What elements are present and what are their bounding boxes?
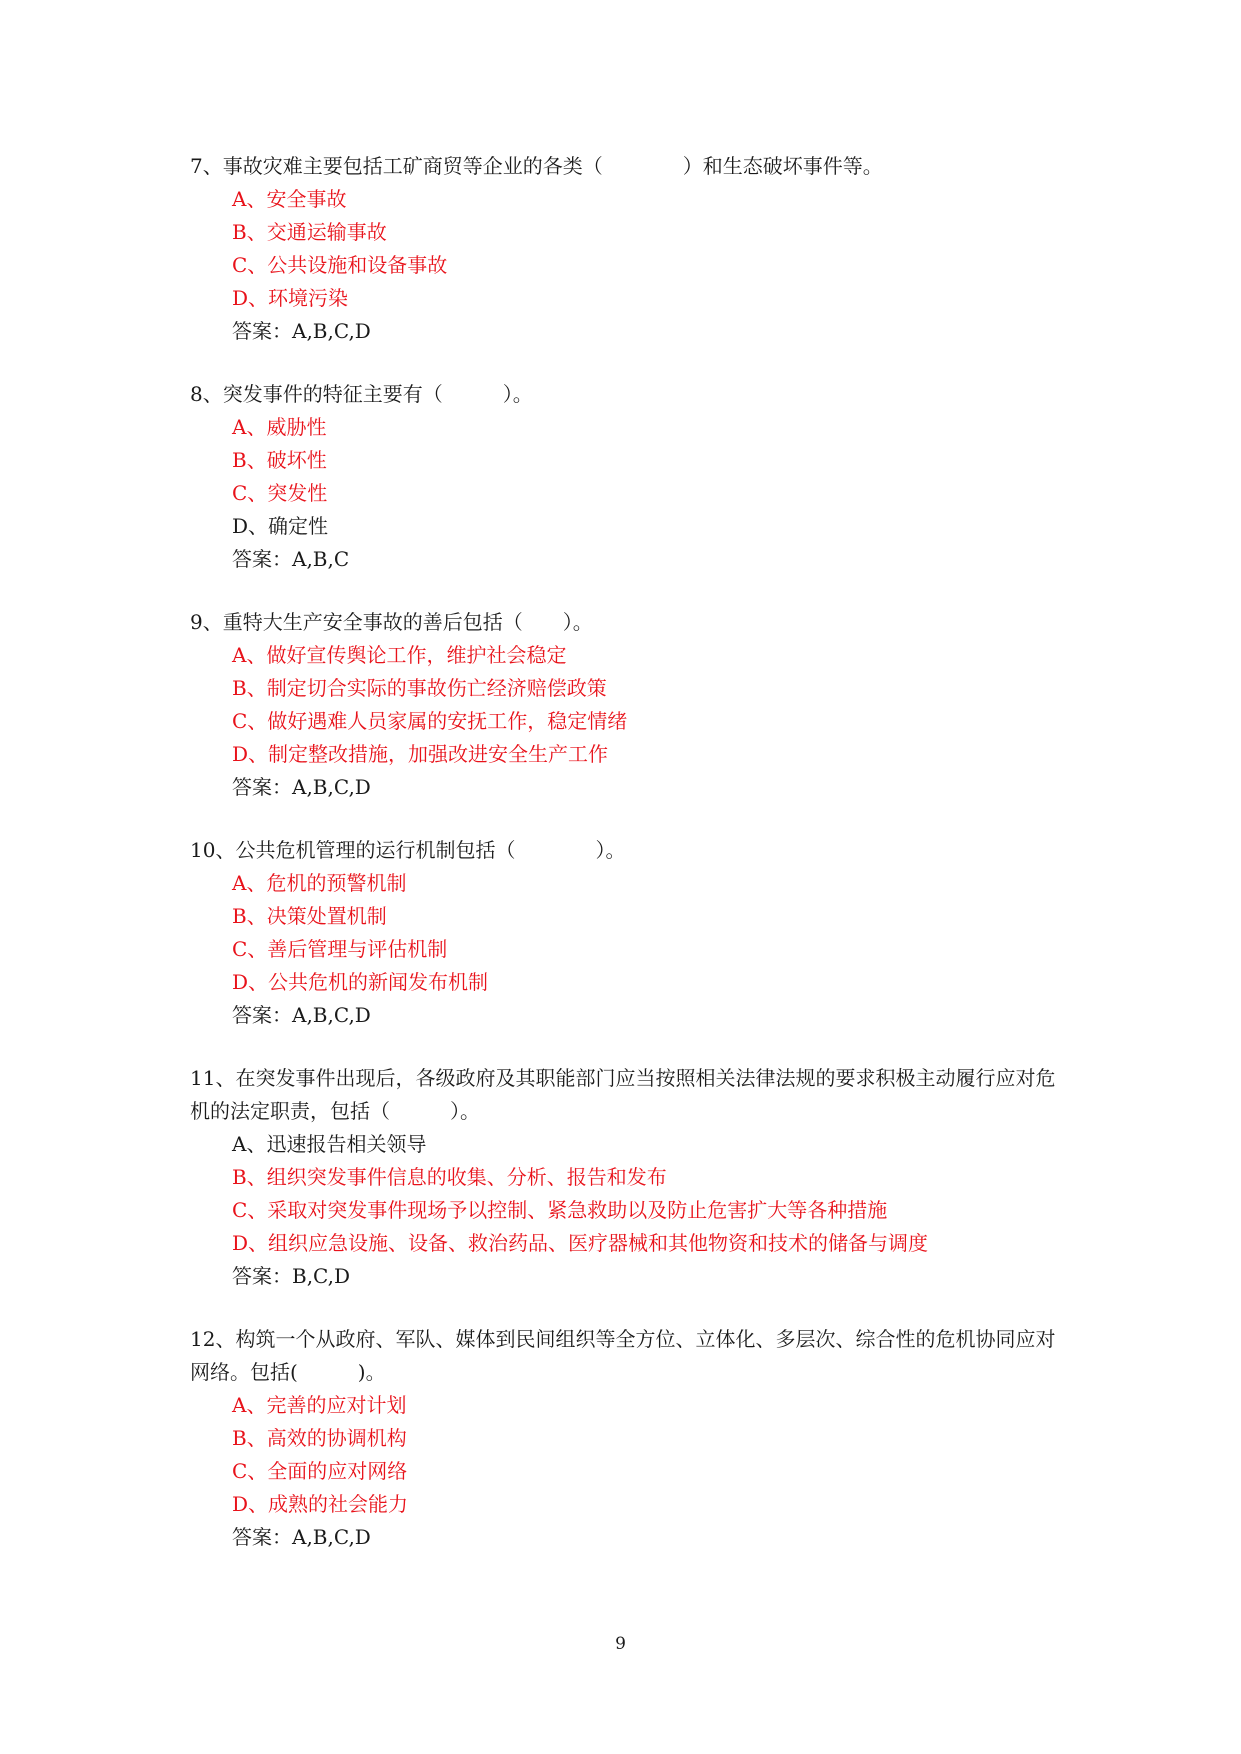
question-stem: 9、重特大生产安全事故的善后包括（ ）。 [190,610,593,634]
option-c: C、全面的应对网络 [232,1459,408,1483]
answer-line: 答案：A,B,C,D [232,1525,371,1549]
question-stem: 10、公共危机管理的运行机制包括（ ）。 [190,838,626,862]
question-stem: 8、突发事件的特征主要有（ ）。 [190,382,533,406]
question-8 [190,378,1060,576]
option-b: B、交通运输事故 [232,220,387,244]
option-d: D、公共危机的新闻发布机制 [232,970,489,994]
option-a: A、迅速报告相关领导 [232,1132,427,1156]
option-b: B、高效的协调机构 [232,1426,407,1450]
question-11 [190,1062,1060,1293]
option-d: D、成熟的社会能力 [232,1492,409,1516]
option-c: C、公共设施和设备事故 [232,253,448,277]
option-a: A、安全事故 [232,187,347,211]
option-d: D、组织应急设施、设备、救治药品、医疗器械和其他物资和技术的储备与调度 [232,1231,929,1255]
option-b: B、决策处置机制 [232,904,387,928]
option-a: A、做好宣传舆论工作，维护社会稳定 [232,643,567,667]
question-9 [190,606,1060,804]
option-d: D、环境污染 [232,286,349,310]
option-b: B、破坏性 [232,448,327,472]
option-d: D、制定整改措施，加强改进安全生产工作 [232,742,609,766]
option-c: C、做好遇难人员家属的安抚工作，稳定情绪 [232,709,628,733]
answer-line: 答案：A,B,C [232,547,350,571]
option-a: A、完善的应对计划 [232,1393,407,1417]
question-stem: 11、在突发事件出现后，各级政府及其职能部门应当按照相关法律法规的要求积极主动履行应对危机的法定职责，包括（ ）。 [190,1066,1056,1123]
question-12 [190,1323,1060,1554]
answer-line: 答案：A,B,C,D [232,1003,371,1027]
option-c: C、善后管理与评估机制 [232,937,448,961]
answer-line: 答案：A,B,C,D [232,319,371,343]
option-a: A、危机的预警机制 [232,871,407,895]
option-c: C、采取对突发事件现场予以控制、紧急救助以及防止危害扩大等各种措施 [232,1198,888,1222]
option-b: B、制定切合实际的事故伤亡经济赔偿政策 [232,676,607,700]
option-c: C、突发性 [232,481,328,505]
option-a: A、威胁性 [232,415,327,439]
option-d: D、确定性 [232,514,329,538]
answer-line: 答案：B,C,D [232,1264,351,1288]
question-stem: 12、构筑一个从政府、军队、媒体到民间组织等全方位、立体化、多层次、综合性的危机协同应对网络。包括( )。 [190,1327,1056,1384]
question-stem: 7、事故灾难主要包括工矿商贸等企业的各类（ ）和生态破坏事件等。 [190,154,883,178]
question-7 [190,150,1060,348]
answer-line: 答案：A,B,C,D [232,775,371,799]
question-10 [190,834,1060,1032]
page-number: 9 [615,1634,626,1654]
option-b: B、组织突发事件信息的收集、分析、报告和发布 [232,1165,667,1189]
